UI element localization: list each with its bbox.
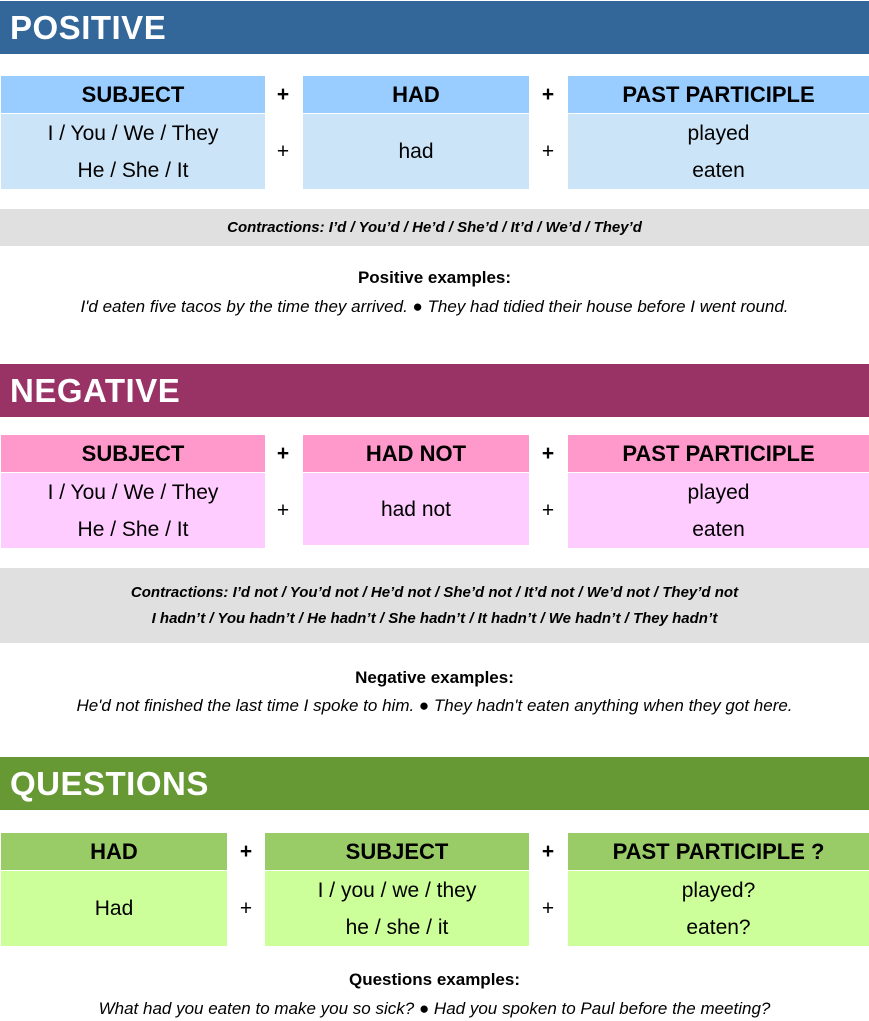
positive-section-title: POSITIVE: [0, 1, 869, 54]
negative-plus-body-2: +: [541, 498, 555, 522]
negative-plus-header-2: +: [541, 441, 555, 465]
negative-had-not-header: HAD NOT: [303, 435, 529, 472]
positive-examples-text: I'd eaten five tacos by the time they arrived. ● They had tidied their house before I went round.: [80, 297, 789, 316]
negative-section-title: NEGATIVE: [0, 364, 869, 417]
negative-participle-cell: [568, 473, 869, 548]
positive-plus-body-2: +: [541, 139, 555, 163]
positive-subject-cell: [1, 114, 265, 189]
questions-participle-line: eaten?: [686, 915, 751, 939]
negative-examples-text: He'd not finished the last time I spoke to him. ● They hadn't eaten anything when they got here.: [76, 696, 793, 715]
questions-participle-line: played?: [681, 878, 756, 902]
positive-plus-header-2: +: [541, 82, 555, 106]
positive-had-cell: [303, 114, 529, 189]
positive-plus-header-1: +: [276, 82, 290, 106]
positive-plus-body-1: +: [276, 139, 290, 163]
negative-contractions-line-2: I hadn’t / You hadn’t / He hadn’t / She hadn’t / It hadn’t / We hadn’t / They hadn’t: [151, 609, 718, 627]
negative-plus-body-1: +: [276, 498, 290, 522]
positive-examples-title: Positive examples:: [357, 268, 512, 287]
positive-subject-header: SUBJECT: [1, 76, 265, 113]
negative-participle-line: played: [687, 480, 750, 504]
questions-examples-title: Questions examples:: [348, 970, 520, 989]
negative-plus-header-1: +: [276, 441, 290, 465]
negative-subject-header: SUBJECT: [1, 435, 265, 472]
questions-subject-cell: [265, 871, 529, 946]
questions-plus-body-2: +: [541, 896, 555, 920]
positive-subject-line: He / She / It: [77, 158, 189, 182]
negative-had-not-cell: [303, 473, 529, 545]
negative-contractions-line-1: Contractions: I’d not / You’d not / He’d not / She’d not / It’d not / We’d not / They’d not: [130, 583, 739, 601]
questions-subject-line: he / she / it: [345, 915, 449, 939]
negative-participle-header: PAST PARTICIPLE: [568, 435, 869, 472]
negative-participle-line: eaten: [692, 517, 745, 541]
questions-examples-text: What had you eaten to make you so sick? ● Had you spoken to Paul before the meeting?: [98, 999, 771, 1018]
positive-contractions-text: Contractions: I’d / You’d / He’d / She’d / It’d / We’d / They’d: [227, 218, 642, 236]
questions-subject-header: SUBJECT: [265, 833, 529, 870]
positive-participle-line: played: [687, 121, 750, 145]
questions-had-cell: [1, 871, 227, 946]
negative-subject-line: I / You / We / They: [47, 480, 219, 504]
negative-had-not-value: had not: [380, 497, 452, 521]
negative-subject-cell: [1, 473, 265, 548]
questions-had-value: Had: [94, 897, 134, 920]
questions-participle-cell: [568, 871, 869, 946]
questions-participle-header: PAST PARTICIPLE ?: [568, 833, 869, 870]
positive-subject-line: I / You / We / They: [47, 121, 219, 145]
questions-plus-header-1: +: [239, 839, 253, 863]
negative-subject-line: He / She / It: [77, 517, 189, 541]
questions-plus-header-2: +: [541, 839, 555, 863]
negative-examples-title: Negative examples:: [355, 668, 514, 687]
positive-contractions: [0, 209, 869, 246]
positive-participle-line: eaten: [692, 158, 745, 182]
positive-participle-cell: [568, 114, 869, 189]
questions-subject-line: I / you / we / they: [317, 878, 477, 902]
negative-contractions: [0, 568, 869, 643]
questions-plus-body-1: +: [239, 896, 253, 920]
positive-had-header: HAD: [303, 76, 529, 113]
questions-had-header: HAD: [1, 833, 227, 870]
questions-section-title: QUESTIONS: [0, 757, 869, 810]
positive-had-value: had: [398, 140, 434, 163]
positive-participle-header: PAST PARTICIPLE: [568, 76, 869, 113]
